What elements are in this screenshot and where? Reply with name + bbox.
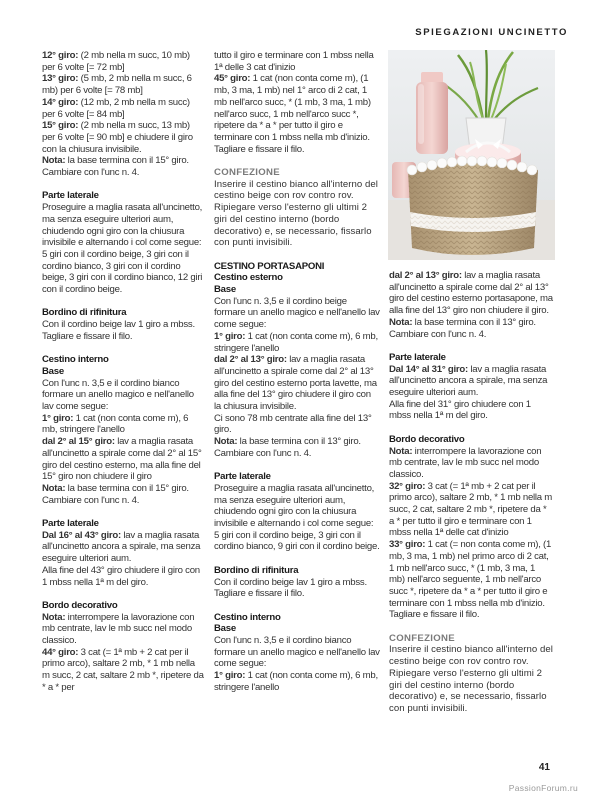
paragraph — [214, 331, 380, 354]
round-label: Nota: — [389, 316, 413, 328]
paragraph — [389, 364, 553, 399]
section-heading: Cestino interno — [42, 354, 109, 366]
watermark: PassionForum.ru — [508, 783, 578, 793]
paragraph — [214, 635, 380, 670]
paragraph — [214, 354, 380, 413]
paragraph-text: 1 cat (non conta come m), 6 mb, stringere l'anello — [42, 412, 189, 436]
section-heading: Parte laterale — [42, 518, 99, 530]
page-number: 41 — [538, 762, 550, 773]
paragraph-text: Inserire il cestino bianco all'interno del cestino beige con rov contro rov. Ripiegare verso l'esterno gli ultimi 2 giri del cestino interno (bordo decorativo) e, se necessario, fissarlo con punti invisibili. — [214, 178, 378, 249]
paragraph-text: 1 cat (non conta come m), (1 mb, 3 ma, 1 mb) nel 1° arco di 2 cat, 1 mb nell'arco succ, * (1 mb, 3 ma, 1 mb) nell'arco succ, 1 mb nell'arco succ *, ripetere da * a * per tutto il giro e terminare con 1 mbss nella mb d'inizio. — [214, 73, 371, 143]
paragraph-text: Inserire il cestino bianco all'interno del cestino beige con rov contro rov. Ripiegare verso l'esterno gli ultimi 2 giri del cestino interno (bordo decorativo) e, se necessario, fissarlo con punti invisibili. — [389, 644, 553, 714]
paragraph-text: lav a maglia rasata all'uncinetto ancora a spirale, ma senza eseguire ulteriori aum. — [42, 529, 201, 565]
paragraph — [42, 565, 205, 588]
round-label: Nota: — [42, 482, 66, 494]
section-heading: Base — [214, 623, 236, 635]
paragraph-text: Con il cordino beige lav 1 giro a mbss. Tagliare e fissare il filo. — [214, 576, 367, 600]
round-label: 45° giro: — [214, 73, 251, 85]
paragraph — [389, 644, 553, 714]
round-label: Dal 14° al 31° giro: — [389, 363, 468, 375]
pink-bottle — [416, 72, 448, 154]
paragraph — [214, 436, 380, 459]
round-label: dal 2° al 13° giro: — [214, 354, 287, 366]
paragraph-text: la base termina con il 13° giro. Cambiare con l'unc n. 4. — [389, 316, 536, 340]
paragraph — [42, 612, 205, 647]
paragraph-text: 5 giri con il cordino beige, 3 giri con il cordino bianco, 9 giri con il cordino beige. — [214, 529, 380, 553]
section-heading: Parte laterale — [214, 471, 271, 483]
paragraph-text: Con l'unc n. 3,5 e il cordino bianco formare un anello magico e nell'anello lav come segue: — [42, 377, 194, 413]
round-label: 1° giro: — [214, 330, 246, 342]
paragraph — [42, 483, 205, 506]
paragraph — [42, 530, 205, 565]
paragraph-text: 3 cat (= 1ª mb + 2 cat per il primo arco), saltare 2 mb, * 1 mb nella m succ, 2 cat, saltare 2 mb *, ripetere da * a * per tutto il giro e terminare con 1 mbss nella 1ª delle cat d'inizio — [389, 480, 553, 539]
paragraph — [42, 249, 205, 296]
crochet-basket — [407, 156, 538, 255]
product-photo — [388, 50, 555, 260]
paragraph — [214, 73, 380, 143]
section-heading: Bordino di rifinitura — [214, 564, 299, 576]
paragraph-text: Alla fine del 43° giro chiudere il giro con 1 mbss nella 1ª m del giro. — [42, 564, 200, 588]
paragraph — [42, 647, 205, 694]
paragraph-text: Alla fine del 31° giro chiudere con 1 mbss nella 1ª m del giro. — [389, 398, 531, 422]
round-label: 33° giro: — [389, 539, 426, 551]
paragraph — [42, 73, 205, 96]
round-label: Nota: — [389, 445, 413, 457]
section-heading: Base — [42, 365, 64, 377]
paragraph — [389, 609, 553, 621]
paragraph — [42, 120, 205, 155]
round-label: 1° giro: — [42, 412, 74, 424]
round-label: Nota: — [42, 611, 66, 623]
paragraph-text: Ci sono 78 mb centrate alla fine del 13° giro. — [214, 412, 372, 436]
paragraph — [214, 144, 380, 156]
paragraph-text: 5 giri con il cordino beige, 3 giri con il cordino bianco, 3 giri con il cordino beige, 3 giri con il cordino bianco, 12 giri con il cordino beige. — [42, 248, 203, 296]
paragraph-text: (2 mb nella m succ, 13 mb) per 6 volte [= 90 mb] e chiudere il giro con la chiusura invisibile. — [42, 120, 193, 155]
paragraph-text: tutto il giro e terminare con 1 mbss nella 1ª delle 3 cat d'inizio — [214, 50, 374, 73]
section-heading: Bordo decorativo — [389, 433, 465, 445]
section-heading: Bordo decorativo — [42, 599, 118, 611]
paragraph-text: la base termina con il 15° giro. Cambiare con l'unc n. 4. — [42, 155, 189, 179]
round-label: 14° giro: — [42, 96, 79, 108]
section-heading: Parte laterale — [42, 190, 99, 202]
paragraph — [389, 446, 553, 481]
paragraph-text: (12 mb, 2 mb nella m succ) per 6 volte [= 84 mb] — [42, 96, 190, 120]
paragraph — [389, 317, 553, 340]
section-heading: Cestino interno — [214, 611, 281, 623]
section-heading: Cestino esterno — [214, 272, 283, 284]
paragraph — [214, 413, 380, 436]
paragraph — [214, 530, 380, 553]
round-label: 1° giro: — [214, 670, 246, 682]
paragraph-text: Con il cordino beige lav 1 giro a mbss. Tagliare e fissare il filo. — [42, 319, 195, 342]
paragraph-text: lav a maglia rasata all'uncinetto ancora a spirale, ma senza eseguire ulteriori aum. — [389, 363, 548, 399]
paragraph-text: 1 cat (= non conta come m), (1 mb, 3 ma, 1 mb) nel primo arco di 2 cat, 1 mb nell'arco succ, * (1 mb, 3 ma, 1 mb) nell'arco seguente, 1 mb nell'arco succ *, ripetere da * a * per tutto il giro e terminare con 1 mbss nella mb d'inizio. — [389, 539, 552, 609]
paragraph — [42, 202, 205, 249]
column-middle — [214, 50, 380, 694]
paragraph-text: la base termina con il 13° giro. Cambiare con l'unc n. 4. — [214, 436, 361, 459]
paragraph — [42, 319, 205, 342]
paragraph-text: interrompere la lavorazione con mb centrate, lav le mb succ nel modo classico. — [42, 611, 195, 647]
paragraph — [389, 481, 553, 540]
section-heading: Bordino di rifinitura — [42, 307, 127, 319]
round-label: dal 2° al 13° giro: — [389, 270, 462, 281]
round-label: Nota: — [42, 155, 66, 167]
paragraph — [389, 539, 553, 609]
crochet-basket-illustration — [388, 50, 555, 260]
paragraph — [214, 483, 380, 530]
paragraph — [214, 577, 380, 600]
column-right — [389, 270, 553, 715]
paragraph-text: la base termina con il 15° giro. Cambiare con l'unc n. 4. — [42, 482, 189, 506]
paragraph-text: Tagliare e fissare il filo. — [389, 609, 480, 621]
round-label: Nota: — [214, 436, 238, 448]
paragraph — [42, 97, 205, 120]
paragraph-text: Tagliare e fissare il filo. — [214, 143, 305, 155]
paragraph-text: Con l'unc n. 3,5 e il cordino bianco formare un anello magico e nell'anello lav come segue: — [214, 635, 380, 670]
paragraph-text: Proseguire a maglia rasata all'uncinetto, ma senza eseguire ulteriori aum, chiudendo ogni giro con la chiusura invisibile e alternando i col come segue: — [42, 202, 203, 249]
paragraph — [42, 378, 205, 413]
round-label: 32° giro: — [389, 480, 426, 492]
paragraph-text: 3 cat (= 1ª mb + 2 cat per il primo arco), saltare 2 mb, * 1 mb nella m succ, 2 cat, saltare 2 mb *, ripetere da * a * per — [42, 646, 204, 693]
paragraph — [389, 399, 553, 422]
section-heading: CONFEZIONE — [214, 167, 280, 179]
paragraph-text: interrompere la lavorazione con mb centrate, lav le mb succ nel modo classico. — [389, 445, 542, 480]
round-label: 13° giro: — [42, 73, 79, 85]
paragraph — [42, 155, 205, 178]
section-heading: Base — [214, 284, 236, 296]
paragraph — [214, 50, 380, 73]
section-header: SPIEGAZIONI UNCINETTO — [415, 27, 568, 38]
paragraph-text: 1 cat (non conta come m), 6 mb, stringere l'anello — [214, 670, 378, 693]
round-label: 44° giro: — [42, 646, 79, 658]
paragraph-text: lav a maglia rasata all'uncinetto a spirale come dal 2° al 13° giro del cestino esterno porta lavette, ma alla fine del 13° giro chiudere il giro con la chiusura invisibile. — [214, 354, 377, 413]
paragraph — [42, 50, 205, 73]
section-heading: CESTINO PORTASAPONI — [214, 260, 325, 272]
paragraph-text: (2 mb nella m succ, 10 mb) per 6 volte [= 72 mb] — [42, 50, 190, 73]
round-label: Dal 16° al 43° giro: — [42, 529, 121, 541]
round-label: 15° giro: — [42, 120, 79, 132]
paragraph-text: lav a maglia rasata all'uncinetto a spirale come dal 2° al 13° giro del cestino esterno portasapone, ma alla fine del 13° giro non chiudere il giro. — [389, 270, 553, 317]
paragraph — [42, 413, 205, 436]
column-left — [42, 50, 205, 694]
paragraph-text: 1 cat (non conta come m), 6 mb, stringere l'anello — [214, 330, 378, 354]
paragraph-text: Proseguire a maglia rasata all'uncinetto, ma senza eseguire ulteriori aum, chiudendo ogni giro con la chiusura invisibile e alternando i col come segue: — [214, 482, 375, 530]
paragraph — [214, 296, 380, 331]
paragraph — [42, 436, 205, 483]
section-heading: Parte laterale — [389, 351, 446, 363]
paragraph-text: lav a maglia rasata all'uncinetto a spirale come dal 2° al 15° giro del cestino esterno, ma alla fine del 15° giro non chiudere il giro — [42, 436, 202, 483]
paragraph — [389, 270, 553, 317]
round-label: 12° giro: — [42, 50, 79, 61]
round-label: dal 2° al 15° giro: — [42, 436, 115, 448]
section-heading: CONFEZIONE — [389, 632, 455, 644]
paragraph-text: (5 mb, 2 mb nella m succ, 6 mb) per 6 volte [= 78 mb] — [42, 73, 192, 97]
paragraph-text: Con l'unc n. 3,5 e il cordino beige formare un anello magico e nell'anello lav come segue: — [214, 295, 380, 331]
paragraph — [214, 670, 380, 693]
paragraph — [214, 179, 380, 249]
